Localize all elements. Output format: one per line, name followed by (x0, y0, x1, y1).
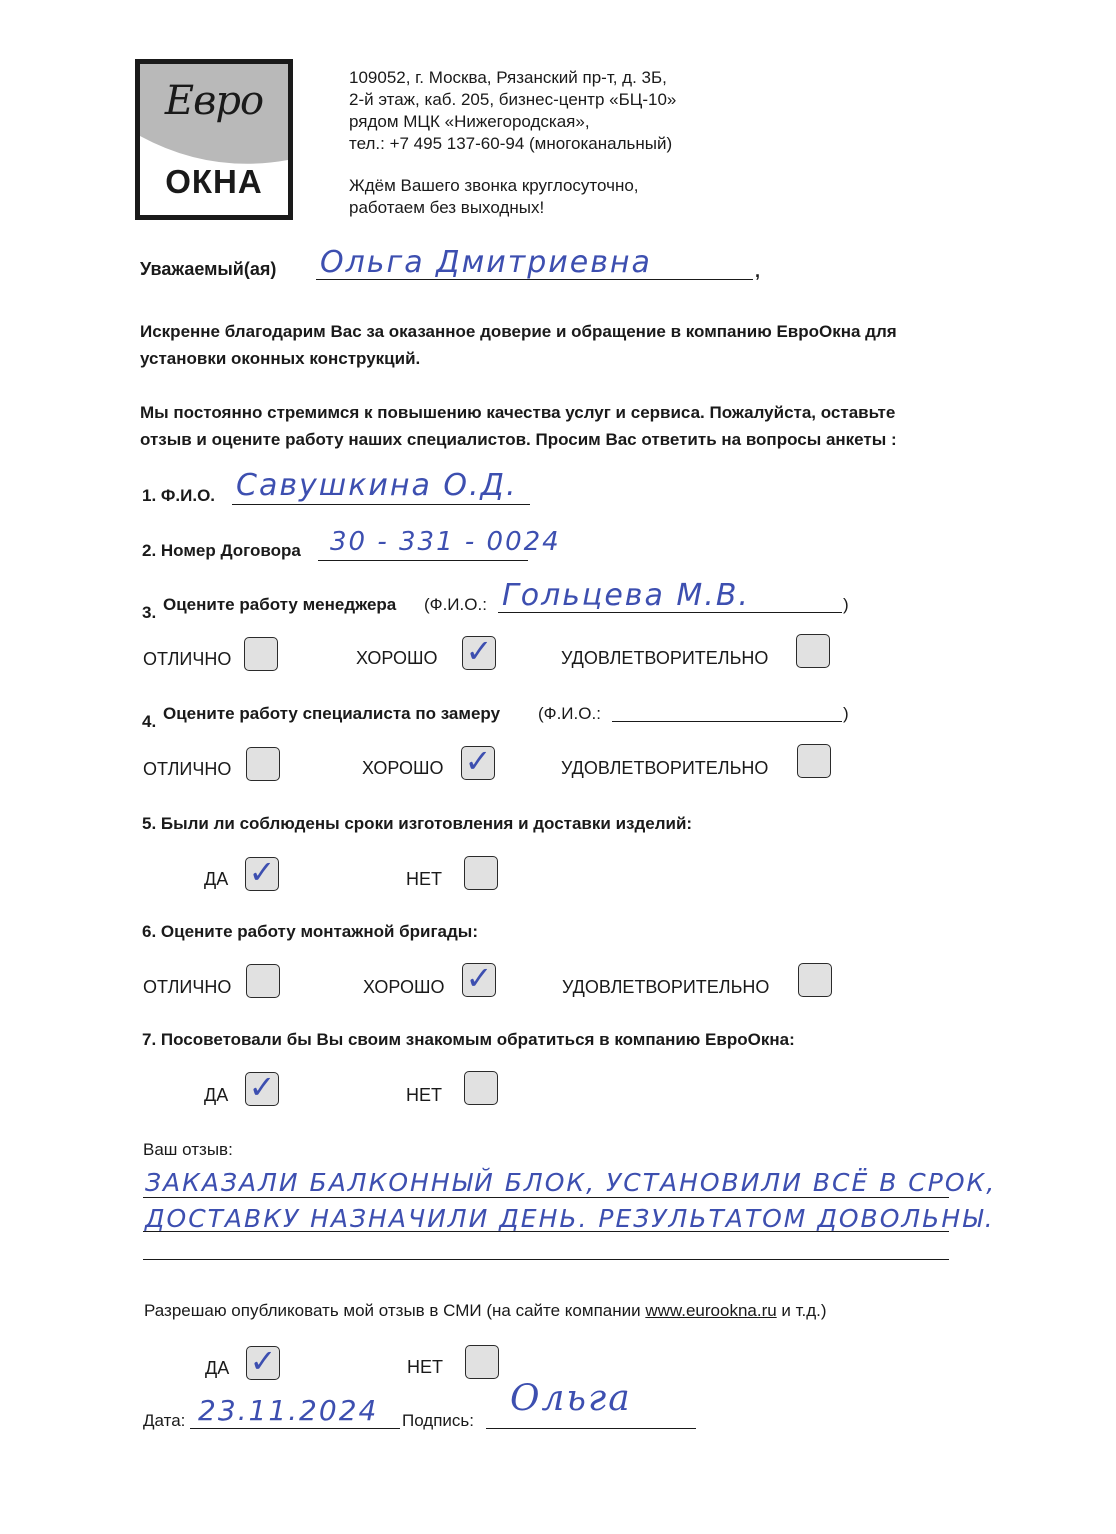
consent-option-label: НЕТ (407, 1357, 443, 1377)
date-label: Дата: (143, 1411, 186, 1430)
company-logo (135, 59, 293, 220)
review-line (143, 1231, 949, 1232)
q7-option-label: НЕТ (406, 1085, 442, 1105)
signature-value[interactable]: Ольга (510, 1378, 632, 1419)
q7-checkbox-yes[interactable] (245, 1068, 279, 1106)
address-line: 2-й этаж, каб. 205, бизнес-центр «БЦ-10» (349, 90, 677, 109)
q4-fio-line[interactable] (612, 721, 842, 722)
address-line: тел.: +7 495 137-60-94 (многоканальный) (349, 134, 673, 153)
intro-line: Мы постоянно стремимся к повышению качества услуг и сервиса. Пожалуйста, оставьте (140, 403, 896, 422)
q3-checkbox-satisfactory[interactable] (796, 634, 830, 668)
q6-label: 6. Оцените работу монтажной бригады: (142, 922, 478, 941)
q3-fio-prefix: (Ф.И.О.: (424, 595, 487, 614)
q6-option-label: ХОРОШО (363, 977, 445, 997)
company-address (349, 67, 676, 219)
q6-option-label: УДОВЛЕТВОРИТЕЛЬНО (562, 977, 770, 997)
address-line: рядом МЦК «Нижегородская», (349, 112, 590, 131)
review-text-line[interactable]: ДОСТАВКУ НАЗНАЧИЛИ ДЕНЬ. РЕЗУЛЬТАТОМ ДОВОЛЬНЫ. (145, 1204, 995, 1233)
consent-text (144, 1301, 827, 1321)
q6-checkbox-excellent[interactable] (246, 964, 280, 998)
q3-fio-suffix: ) (843, 595, 849, 614)
q3-option-label: ХОРОШО (356, 648, 438, 668)
q6-checkbox-satisfactory[interactable] (798, 963, 832, 997)
review-line[interactable] (143, 1259, 949, 1260)
logo-block-text: ОКНА (165, 163, 263, 200)
q1-fio-line (232, 504, 530, 505)
q5-option-label: НЕТ (406, 869, 442, 889)
q4-fio-prefix: (Ф.И.О.: (538, 704, 601, 723)
q3-fio-value[interactable]: Гольцева М.В. (502, 578, 750, 613)
review-label: Ваш отзыв: (143, 1140, 233, 1159)
q2-label: 2. Номер Договора (142, 541, 301, 560)
q4-option-label: УДОВЛЕТВОРИТЕЛЬНО (561, 758, 769, 778)
q7-label: 7. Посоветовали бы Вы своим знакомым обратиться в компанию ЕвроОкна: (142, 1030, 795, 1049)
q3-checkbox-excellent[interactable] (244, 637, 278, 671)
intro-line: отзыв и оцените работу наших специалистов. Просим Вас ответить на вопросы анкеты : (140, 430, 897, 449)
consent-text-after: и т.д.) (776, 1301, 827, 1320)
consent-option-label: ДА (205, 1358, 230, 1378)
intro-paragraph-2 (140, 399, 1000, 453)
check-mark-icon: ✓ (249, 1342, 277, 1380)
q6-option-label: ОТЛИЧНО (143, 977, 232, 997)
q3-label: Оцените работу менеджера (163, 595, 397, 614)
logo-script-text: Евро (164, 78, 264, 124)
company-website-link[interactable]: www.eurookna.ru (645, 1301, 777, 1320)
q2-contract-line (318, 560, 528, 561)
q7-checkbox-no[interactable] (464, 1071, 498, 1105)
q4-option-label: ОТЛИЧНО (143, 759, 232, 779)
signature-line (486, 1428, 696, 1429)
signature-label: Подпись: (402, 1411, 475, 1430)
q4-option-label: ХОРОШО (362, 758, 444, 778)
q2-contract-value[interactable]: 30 - 331 - 0024 (330, 527, 561, 557)
q1-label: 1. Ф.И.О. (142, 486, 216, 505)
intro-paragraph-1 (140, 318, 1000, 372)
q4-checkbox-excellent[interactable] (246, 747, 280, 781)
q5-option-label: ДА (204, 869, 229, 889)
check-mark-icon: ✓ (464, 742, 492, 780)
greeting-label: Уважаемый(ая) (140, 259, 277, 279)
q3-option-label: ОТЛИЧНО (143, 649, 232, 669)
q3-number: 3. (142, 603, 157, 622)
q4-label: Оцените работу специалиста по замеру (163, 704, 501, 723)
consent-text-before: Разрешаю опубликовать мой отзыв в СМИ (на сайте компании (144, 1301, 646, 1320)
q6-checkbox-good[interactable] (462, 959, 496, 997)
date-line (190, 1428, 400, 1429)
intro-line: установки оконных конструкций. (140, 349, 421, 368)
address-line: 109052, г. Москва, Рязанский пр-т, д. 3Б, (349, 68, 667, 87)
address-line: Ждём Вашего звонка круглосуточно, (349, 176, 639, 195)
q4-checkbox-satisfactory[interactable] (797, 744, 831, 778)
q7-option-label: ДА (204, 1085, 229, 1105)
consent-checkbox-no[interactable] (465, 1345, 499, 1379)
q4-fio-suffix: ) (843, 704, 849, 723)
q5-checkbox-no[interactable] (464, 856, 498, 890)
greeting-name-line (316, 279, 753, 280)
greeting-comma: , (755, 261, 761, 281)
review-line (143, 1197, 949, 1198)
consent-checkbox-yes[interactable] (246, 1342, 280, 1380)
q5-checkbox-yes[interactable] (245, 853, 279, 891)
q4-number: 4. (142, 712, 157, 731)
check-mark-icon: ✓ (248, 853, 276, 891)
check-mark-icon: ✓ (248, 1068, 276, 1106)
intro-line: Искренне благодарим Вас за оказанное доверие и обращение в компанию ЕвроОкна для (140, 322, 897, 341)
q4-checkbox-good[interactable] (461, 742, 495, 780)
q3-option-label: УДОВЛЕТВОРИТЕЛЬНО (561, 648, 769, 668)
q5-label: 5. Были ли соблюдены сроки изготовления и доставки изделий: (142, 814, 693, 833)
q3-fio-line (498, 612, 842, 613)
q1-fio-value[interactable]: Савушкина О.Д. (236, 468, 518, 503)
date-value[interactable]: 23.11.2024 (198, 1394, 379, 1427)
greeting-name-value[interactable]: Ольга Дмитриевна (320, 245, 652, 280)
check-mark-icon: ✓ (465, 632, 493, 670)
q3-checkbox-good[interactable] (462, 632, 496, 670)
address-line: работаем без выходных! (349, 198, 545, 217)
review-text-line[interactable]: ЗАКАЗАЛИ БАЛКОННЫЙ БЛОК, УСТАНОВИЛИ ВСЁ В СРОК, (145, 1168, 997, 1197)
check-mark-icon: ✓ (465, 959, 493, 997)
